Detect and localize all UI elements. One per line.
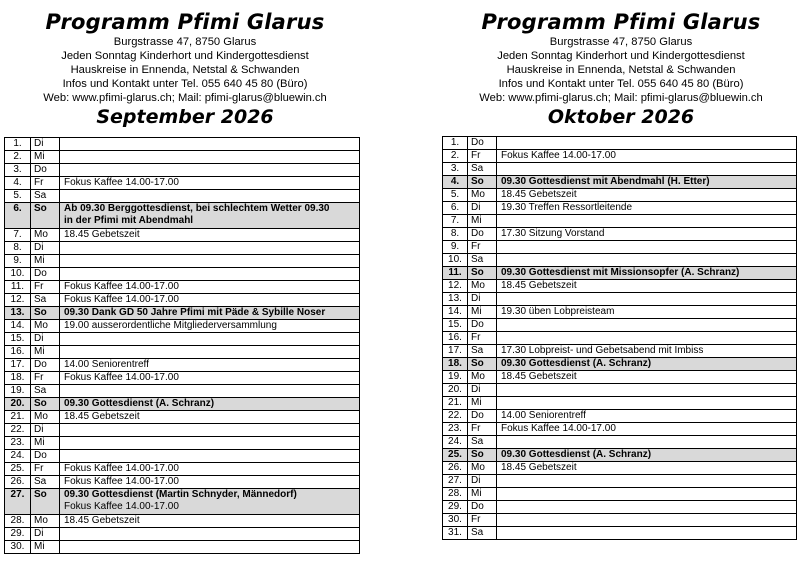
weekday: Fr [468, 332, 497, 345]
event-text: 09.30 Gottesdienst mit Abendmahl (H. Etter) [501, 176, 710, 187]
day-number: 29. [5, 528, 31, 541]
weekday: So [468, 267, 497, 280]
day-number: 13. [443, 293, 468, 306]
day-number: 22. [5, 424, 31, 437]
event-cell [60, 385, 360, 398]
day-number: 18. [443, 358, 468, 371]
day-number: 6. [443, 202, 468, 215]
event-text: Fokus Kaffee 14.00-17.00 [501, 423, 616, 434]
weekday: Sa [31, 385, 60, 398]
calendar-row [443, 371, 797, 384]
calendar-row [443, 254, 797, 267]
day-number: 11. [443, 267, 468, 280]
calendar-row [443, 293, 797, 306]
day-number: 6. [5, 203, 31, 229]
weekday: Di [468, 475, 497, 488]
info-line-kinderhort: Jeden Sonntag Kinderhort und Kindergottesdienst [61, 50, 309, 62]
month-title: Oktober 2026 [547, 106, 695, 128]
weekday: Mo [31, 320, 60, 333]
month-title: September 2026 [96, 106, 274, 128]
event-cell [60, 255, 360, 268]
calendar-row [443, 501, 797, 514]
calendar-row [5, 320, 360, 333]
weekday: Di [31, 528, 60, 541]
event-cell [60, 229, 360, 242]
day-number: 30. [5, 541, 31, 554]
calendar-row [443, 475, 797, 488]
calendar-row [5, 424, 360, 437]
event-text: Fokus Kaffee 14.00-17.00 [501, 150, 616, 161]
calendar-row [443, 488, 797, 501]
event-cell [60, 177, 360, 190]
event-cell [60, 463, 360, 476]
event-cell [60, 424, 360, 437]
day-number: 10. [5, 268, 31, 281]
weekday: Sa [468, 254, 497, 267]
event-text: 18.45 Gebetszeit [501, 189, 577, 200]
weekday: Di [31, 242, 60, 255]
weekday: Do [468, 137, 497, 150]
calendar-row [443, 410, 797, 423]
calendar-row [5, 411, 360, 424]
event-cell [497, 397, 797, 410]
event-text: Fokus Kaffee 14.00-17.00 [64, 294, 179, 305]
event-text: Fokus Kaffee 14.00-17.00 [64, 463, 179, 474]
weekday: Sa [31, 476, 60, 489]
calendar-row [443, 345, 797, 358]
event-cell [497, 202, 797, 215]
day-number: 14. [5, 320, 31, 333]
weekday: Mi [31, 541, 60, 554]
day-number: 10. [443, 254, 468, 267]
weekday: Sa [31, 190, 60, 203]
event-cell [60, 437, 360, 450]
event-cell [497, 176, 797, 189]
event-cell [60, 190, 360, 203]
event-cell [497, 215, 797, 228]
weekday: Fr [468, 514, 497, 527]
program-title: Programm Pfimi Glarus [481, 10, 761, 34]
event-text: Fokus Kaffee 14.00-17.00 [64, 281, 179, 292]
event-cell [497, 241, 797, 254]
event-cell [60, 489, 360, 515]
day-number: 1. [5, 138, 31, 151]
calendar-row [443, 436, 797, 449]
event-cell [497, 293, 797, 306]
weekday: Do [468, 410, 497, 423]
day-number: 4. [5, 177, 31, 190]
day-number: 18. [5, 372, 31, 385]
info-line-contact: Infos und Kontakt unter Tel. 055 640 45 80 (Büro) [62, 78, 308, 90]
event-text: Fokus Kaffee 14.00-17.00 [64, 476, 179, 487]
day-number: 3. [5, 164, 31, 177]
calendar-row [443, 163, 797, 176]
calendar-row [5, 281, 360, 294]
calendar-row [5, 528, 360, 541]
weekday: So [468, 449, 497, 462]
weekday: So [31, 489, 60, 515]
event-cell [60, 294, 360, 307]
calendar-row [443, 358, 797, 371]
calendar-row [5, 398, 360, 411]
day-number: 9. [443, 241, 468, 254]
calendar-row [5, 151, 360, 164]
event-cell [60, 242, 360, 255]
calendar-row [443, 397, 797, 410]
event-cell [497, 150, 797, 163]
weekday: Do [31, 450, 60, 463]
day-number: 3. [443, 163, 468, 176]
day-number: 9. [5, 255, 31, 268]
info-line-hauskreise: Hauskreise in Ennenda, Netstal & Schwanden [506, 64, 736, 76]
calendar-row [443, 280, 797, 293]
day-number: 16. [5, 346, 31, 359]
day-number: 23. [443, 423, 468, 436]
calendar-row [443, 215, 797, 228]
calendar-row [5, 268, 360, 281]
weekday: Mo [31, 411, 60, 424]
event-cell [60, 528, 360, 541]
event-cell [60, 333, 360, 346]
event-text: 18.45 Gebetszeit [501, 371, 577, 382]
calendar-row [443, 150, 797, 163]
calendar-row [443, 202, 797, 215]
event-cell [497, 319, 797, 332]
event-cell [60, 372, 360, 385]
calendar-row [443, 137, 797, 150]
day-number: 5. [443, 189, 468, 202]
day-number: 15. [443, 319, 468, 332]
event-cell [60, 450, 360, 463]
calendar-row [5, 450, 360, 463]
weekday: Mi [31, 255, 60, 268]
weekday: Mo [468, 189, 497, 202]
day-number: 26. [5, 476, 31, 489]
event-cell [497, 449, 797, 462]
calendar-row [443, 462, 797, 475]
day-number: 28. [5, 515, 31, 528]
weekday: Sa [31, 294, 60, 307]
day-number: 29. [443, 501, 468, 514]
event-cell [60, 164, 360, 177]
weekday: Do [31, 268, 60, 281]
september-panel [0, 0, 370, 552]
calendar-row [5, 333, 360, 346]
event-text: 09.30 Gottesdienst (Martin Schnyder, Männedorf) [64, 489, 297, 500]
event-cell [497, 488, 797, 501]
weekday: Mi [31, 151, 60, 164]
weekday: Fr [468, 241, 497, 254]
event-text: 18.45 Gebetszeit [64, 411, 140, 422]
event-text: 09.30 Dank GD 50 Jahre Pfimi mit Päde & Sybille Noser [64, 307, 326, 318]
weekday: So [31, 398, 60, 411]
calendar-row [443, 267, 797, 280]
event-text: 18.45 Gebetszeit [64, 515, 140, 526]
day-number: 2. [5, 151, 31, 164]
address: Burgstrasse 47, 8750 Glarus [113, 36, 257, 48]
weekday: Sa [468, 163, 497, 176]
weekday: Mo [468, 280, 497, 293]
event-cell [60, 476, 360, 489]
calendar-row [5, 177, 360, 190]
weekday: Do [31, 359, 60, 372]
calendar-row [5, 515, 360, 528]
weekday: Do [468, 319, 497, 332]
weekday: Sa [468, 527, 497, 540]
event-text: 09.30 Gottesdienst (A. Schranz) [64, 398, 215, 409]
weekday: Di [31, 424, 60, 437]
event-cell [60, 281, 360, 294]
event-cell [497, 462, 797, 475]
day-number: 17. [443, 345, 468, 358]
weekday: Fr [468, 423, 497, 436]
day-number: 30. [443, 514, 468, 527]
event-cell [497, 527, 797, 540]
info-line-web-mail: Web: www.pfimi-glarus.ch; Mail: pfimi-glarus@bluewin.ch [43, 92, 327, 104]
day-number: 8. [5, 242, 31, 255]
event-cell [497, 410, 797, 423]
calendar-row [5, 307, 360, 320]
day-number: 15. [5, 333, 31, 346]
day-number: 16. [443, 332, 468, 345]
weekday: Mo [468, 462, 497, 475]
event-text: 14.00 Seniorentreff [64, 359, 149, 370]
day-number: 20. [5, 398, 31, 411]
event-text: 09.30 Gottesdienst (A. Schranz) [501, 449, 652, 460]
event-cell [60, 320, 360, 333]
weekday: Mo [468, 371, 497, 384]
weekday: Do [468, 228, 497, 241]
calendar-row [5, 229, 360, 242]
day-number: 20. [443, 384, 468, 397]
calendar-row [443, 176, 797, 189]
day-number: 7. [443, 215, 468, 228]
event-cell [60, 151, 360, 164]
weekday: Mo [31, 515, 60, 528]
weekday: Mi [31, 346, 60, 359]
event-cell [497, 371, 797, 384]
weekday: So [31, 203, 60, 229]
event-text-second-line: in der Pfimi mit Abendmahl [64, 215, 194, 226]
calendar-row [443, 384, 797, 397]
day-number: 13. [5, 307, 31, 320]
event-cell [497, 384, 797, 397]
event-cell [60, 203, 360, 229]
calendar-row [443, 514, 797, 527]
event-text-second-line: Fokus Kaffee 14.00-17.00 [64, 501, 179, 512]
event-text: 09.30 Gottesdienst (A. Schranz) [501, 358, 652, 369]
day-number: 19. [443, 371, 468, 384]
event-text: 17.30 Lobpreist- und Gebetsabend mit Imbiss [501, 345, 704, 356]
calendar-row [5, 203, 360, 229]
calendar-row [5, 164, 360, 177]
info-line-hauskreise: Hauskreise in Ennenda, Netstal & Schwanden [70, 64, 300, 76]
weekday: Mi [468, 488, 497, 501]
event-cell [497, 189, 797, 202]
weekday: Fr [31, 372, 60, 385]
day-number: 17. [5, 359, 31, 372]
calendar-row [5, 255, 360, 268]
event-text: Fokus Kaffee 14.00-17.00 [64, 372, 179, 383]
day-number: 11. [5, 281, 31, 294]
calendar-row [443, 306, 797, 319]
day-number: 4. [443, 176, 468, 189]
day-number: 25. [5, 463, 31, 476]
calendar-row [5, 437, 360, 450]
event-cell [60, 359, 360, 372]
day-number: 12. [5, 294, 31, 307]
event-cell [497, 436, 797, 449]
calendar-row [5, 346, 360, 359]
event-cell [497, 280, 797, 293]
event-cell [497, 137, 797, 150]
calendar-row [5, 541, 360, 554]
event-cell [497, 254, 797, 267]
event-cell [497, 267, 797, 280]
day-number: 1. [443, 137, 468, 150]
calendar-row [443, 228, 797, 241]
weekday: Do [31, 164, 60, 177]
day-number: 31. [443, 527, 468, 540]
event-text: 18.45 Gebetszeit [64, 229, 140, 240]
event-cell [60, 515, 360, 528]
event-text: 19.30 üben Lobpreisteam [501, 306, 615, 317]
day-number: 26. [443, 462, 468, 475]
weekday: Do [468, 501, 497, 514]
event-text: 19.30 Treffen Ressortleitende [501, 202, 633, 213]
october-panel [437, 0, 805, 538]
event-cell [60, 307, 360, 320]
calendar-row [443, 527, 797, 540]
calendar-row [5, 489, 360, 515]
event-text: Ab 09.30 Berggottesdienst, bei schlechtem Wetter 09.30 [64, 203, 330, 214]
info-line-contact: Infos und Kontakt unter Tel. 055 640 45 80 (Büro) [498, 78, 744, 90]
event-cell [60, 268, 360, 281]
calendar-row [5, 476, 360, 489]
event-text: 18.45 Gebetszeit [501, 462, 577, 473]
day-number: 19. [5, 385, 31, 398]
weekday: So [468, 176, 497, 189]
weekday: Fr [468, 150, 497, 163]
event-cell [60, 138, 360, 151]
day-number: 22. [443, 410, 468, 423]
day-number: 8. [443, 228, 468, 241]
weekday: Di [468, 293, 497, 306]
event-cell [60, 411, 360, 424]
weekday: Mi [468, 397, 497, 410]
calendar-row [5, 385, 360, 398]
day-number: 21. [5, 411, 31, 424]
info-line-web-mail: Web: www.pfimi-glarus.ch; Mail: pfimi-glarus@bluewin.ch [479, 92, 763, 104]
day-number: 28. [443, 488, 468, 501]
day-number: 2. [443, 150, 468, 163]
weekday: So [31, 307, 60, 320]
event-cell [497, 163, 797, 176]
day-number: 7. [5, 229, 31, 242]
event-cell [497, 358, 797, 371]
weekday: Mi [468, 215, 497, 228]
weekday: Di [468, 384, 497, 397]
calendar-row [5, 138, 360, 151]
event-text: 17.30 Sitzung Vorstand [501, 228, 605, 239]
event-text: Fokus Kaffee 14.00-17.00 [64, 177, 179, 188]
weekday: Fr [31, 177, 60, 190]
calendar-row [5, 463, 360, 476]
calendar-row [5, 372, 360, 385]
weekday: Fr [31, 281, 60, 294]
day-number: 25. [443, 449, 468, 462]
calendar-row [443, 319, 797, 332]
event-cell [497, 228, 797, 241]
weekday: Di [31, 333, 60, 346]
event-text: 18.45 Gebetszeit [501, 280, 577, 291]
calendar-row [443, 423, 797, 436]
day-number: 23. [5, 437, 31, 450]
event-text: 14.00 Seniorentreff [501, 410, 586, 421]
event-cell [497, 345, 797, 358]
day-number: 21. [443, 397, 468, 410]
event-cell [60, 346, 360, 359]
calendar-row [5, 294, 360, 307]
program-title: Programm Pfimi Glarus [45, 10, 325, 34]
weekday: Mi [468, 306, 497, 319]
event-cell [497, 501, 797, 514]
event-cell [497, 306, 797, 319]
weekday: Di [468, 202, 497, 215]
weekday: Sa [468, 436, 497, 449]
weekday: Mo [31, 229, 60, 242]
address: Burgstrasse 47, 8750 Glarus [549, 36, 693, 48]
event-text: 19.00 ausserordentliche Mitgliederversammlung [64, 320, 277, 331]
calendar-row [5, 242, 360, 255]
day-number: 27. [443, 475, 468, 488]
event-cell [60, 398, 360, 411]
event-cell [60, 541, 360, 554]
event-cell [497, 475, 797, 488]
event-cell [497, 514, 797, 527]
event-cell [497, 423, 797, 436]
event-cell [497, 332, 797, 345]
weekday: Fr [31, 463, 60, 476]
event-text: 09.30 Gottesdienst mit Missionsopfer (A. Schranz) [501, 267, 740, 278]
day-number: 24. [443, 436, 468, 449]
day-number: 12. [443, 280, 468, 293]
calendar-table [442, 136, 797, 540]
calendar-row [443, 241, 797, 254]
calendar-row [443, 189, 797, 202]
info-line-kinderhort: Jeden Sonntag Kinderhort und Kindergottesdienst [497, 50, 745, 62]
calendar-row [443, 332, 797, 345]
calendar-row [443, 449, 797, 462]
weekday: Sa [468, 345, 497, 358]
day-number: 27. [5, 489, 31, 515]
day-number: 24. [5, 450, 31, 463]
weekday: So [468, 358, 497, 371]
day-number: 14. [443, 306, 468, 319]
weekday: Di [31, 138, 60, 151]
calendar-row [5, 359, 360, 372]
weekday: Mi [31, 437, 60, 450]
day-number: 5. [5, 190, 31, 203]
calendar-table [4, 137, 360, 554]
calendar-row [5, 190, 360, 203]
